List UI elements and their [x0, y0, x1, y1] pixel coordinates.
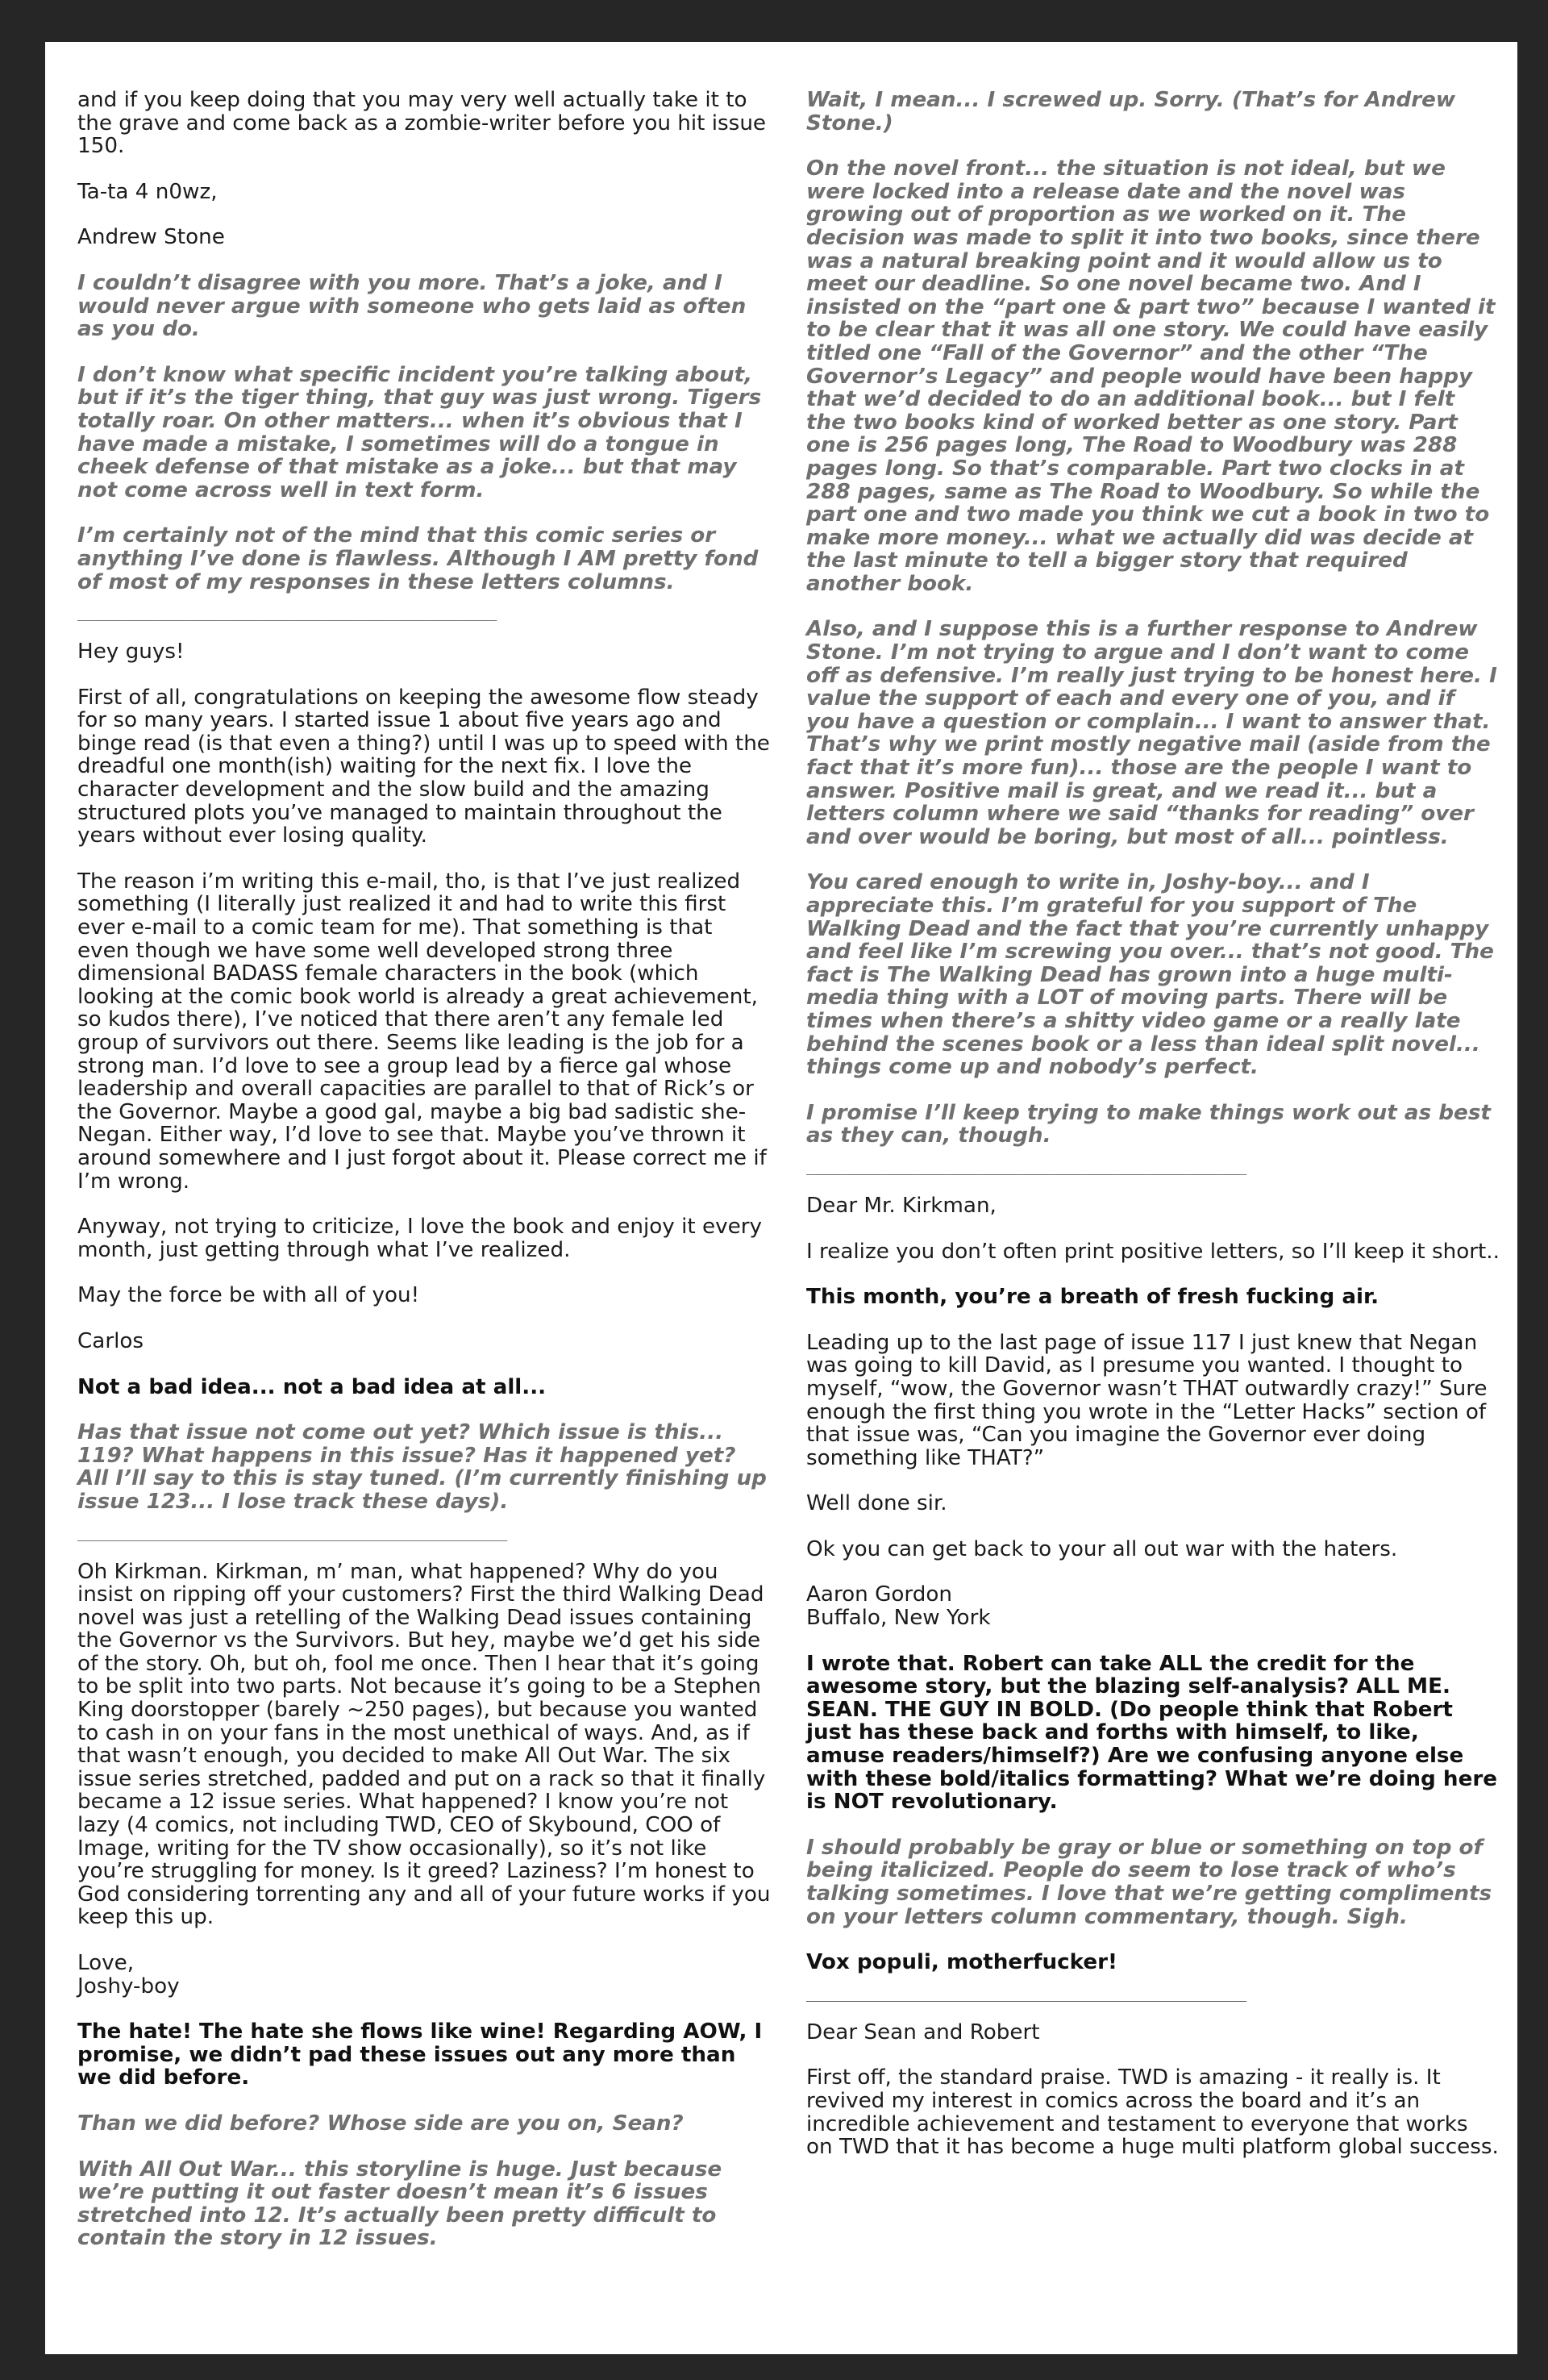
editor-response-italic: I don’t know what specific incident you’re talking about, but if it’s the tiger thing, that guy was just wrong. Tigers totally roar. On other matters... when it’s obvious that I have made a mistake, I sometimes will do a tongue in cheek defense of that mistake as a joke... but that may not come across well in text form. — [77, 362, 762, 502]
letter-text: Leading up to the last page of issue 117 I just knew that Negan was going to kill David, as I presume you wanted. I thought to myself, “wow, the Governor wasn’t THAT outwardly crazy!” Sure enough the first thing you wrote in the “Letter Hacks” section of that issue was, “Can you imagine the Governor ever doing something like THAT?” — [806, 1330, 1488, 1470]
editor-response-italic: With All Out War... this storyline is huge. Just because we’re putting it out faster doesn’t mean it’s 6 issues stretched into 12. It’s actually been pretty difficult to contain the story in 12 issues. — [77, 2157, 722, 2251]
editor-response-italic: On the novel front... the situation is not ideal, but we were locked into a release date and the novel was growing out of proportion as we worked on it. The decision was made to split it into two books, since there was a natural breaking point and it would allow us to meet our deadline. So one novel became two. And I insisted on the “part one & part two” because I wanted it to be clear that it was all one story. We could have easily titled one “Fall of the Governor” and the other “The Governor’s Legacy” and people would have been happy that we’d decided to do an additional book... but I felt the two books kind of worked better as one story. Part one is 256 pages long, The Road to Woodbury was 288 pages long. So that’s comparable. Part two clocks in at 288 pages, same as The Road to Woodbury. So while the part one and two made you think we cut a book in two to make more money... what we actually did was decide at the last minute to tell a bigger story that required another book. — [806, 156, 1496, 596]
editor-response-italic: Than we did before? Whose side are you on, Sean? — [77, 2111, 684, 2136]
right-column — [806, 89, 1500, 2182]
editor-response-italic: Wait, I mean... I screwed up. Sorry. (That’s for Andrew Stone.) — [806, 88, 1456, 135]
letter-text: The reason i’m writing this e-mail, tho, is that I’ve just realized something (I literally just realized it and had to write this first ever e-mail to a comic team for me). That something is that even though we have some well developed strong three dimensional BADASS female characters in the book (which looking at the comic book world is already a great achievement, so kudos there), I’ve noticed that there aren’t any female led group of survivors out there. Seems like leading is the job for a strong man. I’d love to see a group lead by a fierce gal whose leadership and overall capacities are parallel to that of Rick’s or the Governor. Maybe a good gal, maybe a big bad sadistic she-Negan. Either way, I’d love to see that. Maybe you’ve thrown it around somewhere and I just forgot about it. Please correct me if I’m wrong. — [77, 869, 767, 1194]
letter-text: Anyway, not trying to criticize, I love the book and enjoy it every month, just getting through what I’ve realized. — [77, 1215, 762, 1262]
section-divider: __________________________________________ — [806, 1980, 1246, 2002]
letter-greeting: Dear Sean and Robert — [806, 2019, 1040, 2044]
section-divider: __________________________________________ — [806, 1153, 1246, 1175]
letter-text: First of all, congratulations on keeping the awesome flow steady for so many years. I started issue 1 about five years ago and binge read (is that even a thing?) until I was up to speed with the dreadful one month(ish) waiting for the next fix. I love the character development and the slow build and the amazing structured plots you’ve managed to maintain throughout the years without ever losing quality. — [77, 685, 770, 848]
left-column — [77, 89, 771, 2273]
editor-response-bold: Not a bad idea... not a bad idea at all... — [77, 1374, 547, 1399]
letter-signature: Joshy-boy — [77, 1974, 180, 1999]
letter-signature: Andrew Stone — [77, 225, 225, 250]
editor-response-italic: You cared enough to write in, Joshy-boy... and I appreciate this. I’m grateful for you support of The Walking Dead and the fact that you’re currently unhappy and feel like I’m screwing you over... that’s not good. The fact is The Walking Dead has grown into a huge multi-media thing with a LOT of moving parts. There will be times when there’s a shitty video game or a really late behind the scenes book or a less than ideal split novel... things come up and nobody’s perfect. — [806, 870, 1494, 1080]
editor-response-italic: I couldn’t disagree with you more. That’s a joke, and I would never argue with someone who gets laid as often as you do. — [77, 270, 747, 342]
letter-text: First off, the standard praise. TWD is amazing - it really is. It revived my interest in comics across the board and it’s an incredible achievement and testament to everyone that works on TWD that it has become a huge multi platform global success. — [806, 2065, 1499, 2160]
letter-signoff: Love, — [77, 1951, 135, 1975]
letter-text: I realize you don’t often print positive letters, so I’ll keep it short.. — [806, 1239, 1500, 1264]
letter-greeting: Dear Mr. Kirkman, — [806, 1193, 997, 1218]
letter-text: May the force be with all of you! — [77, 1283, 420, 1308]
letter-greeting: Hey guys! — [77, 640, 185, 665]
letter-signature: Aaron Gordon — [806, 1582, 952, 1607]
letter-location: Buffalo, New York — [806, 1606, 991, 1631]
section-divider: ________________________________________ — [77, 600, 497, 622]
letter-text: Oh Kirkman. Kirkman, m’ man, what happened? Why do you insist on ripping off your customers? First the third Walking Dead novel was just a retelling of the Walking Dead issues containing the Governor vs the Survivors. But hey, maybe we’d get his side of the story. Oh, but oh, fool me once. Then I hear that it’s going to be split into two parts. Not because it’s going to be a Stephen King doorstopper (barely ~250 pages), but because you wanted to cash in on your fans in the most unethical of ways. And, as if that wasn’t enough, you decided to make All Out War. The six issue series stretched, padded and put on a rack so that it finally became a 12 issue series. What happened? I know you’re not lazy (4 comics, not including TWD, CEO of Skybound, COO of Image, writing for the TV show occasionally), so it’s not like you’re struggling for money. Is it greed? Laziness? I’m honest to God considering torrenting any and all of your future works if you keep this up. — [77, 1559, 771, 1930]
editor-response-bold: This month, you’re a breath of fresh fucking air. — [806, 1285, 1379, 1310]
editor-response-bold: I wrote that. Robert can take ALL the credit for the awesome story, but the blazing self-analysis? ALL ME. SEAN. THE GUY IN BOLD. (Do people think that Robert just has these back and forths with himself, to like, amuse readers/himself?) Are we confusing anyone else with these bold/italics formatting? What we’re doing here is NOT revolutionary. — [806, 1651, 1498, 1815]
editor-response-bold: Vox populi, motherfucker! — [806, 1950, 1117, 1975]
editor-response-italic: I promise I’ll keep trying to make things work out as best as they can, though. — [806, 1100, 1491, 1148]
letter-text: Well done sir. — [806, 1491, 947, 1516]
letter-signature: Carlos — [77, 1328, 144, 1353]
editor-response-bold: The hate! The hate she flows like wine! Regarding AOW, I promise, we didn’t pad these issues out any more than we did before. — [77, 2019, 763, 2090]
editor-response-italic: Also, and I suppose this is a further response to Andrew Stone. I’m not trying to argue and I don’t want to come off as defensive. I’m really just trying to be honest here. I value the support of each and every one of you, and if you have a question or complain... I want to answer that. That’s why we print mostly negative mail (aside from the fact that it’s more fun)... those are the people I want to answer. Positive mail is great, and we read it... but a letters column where we said “thanks for reading” over and over would be boring, but most of all... pointless. — [806, 617, 1497, 849]
letter-text: Ok you can get back to your all out war with the haters. — [806, 1536, 1398, 1561]
editor-response-italic: I should probably be gray or blue or something on top of being italicized. People do seem to lose track of who’s talking sometimes. I love that we’re getting compliments on your letters column commentary, though. Sigh. — [806, 1835, 1492, 1929]
letter-signoff: Ta-ta 4 n0wz, — [77, 179, 218, 204]
section-divider: _________________________________________ — [77, 1519, 507, 1541]
letters-page — [45, 42, 1517, 2354]
editor-response-italic: I’m certainly not of the mind that this comic series or anything I’ve done is flawless. Although I AM pretty fond of most of my responses in these letters columns. — [77, 523, 759, 594]
editor-response-italic: Has that issue not come out yet? Which issue is this... 119? What happens in this issue? Has it happened yet? All I’ll say to this is stay tuned. (I’m currently finishing up issue 123... I lose track these days). — [77, 1420, 767, 1514]
letter-text: and if you keep doing that you may very well actually take it to the grave and come back as a zombie-writer before you hit issue 150. — [77, 88, 767, 159]
